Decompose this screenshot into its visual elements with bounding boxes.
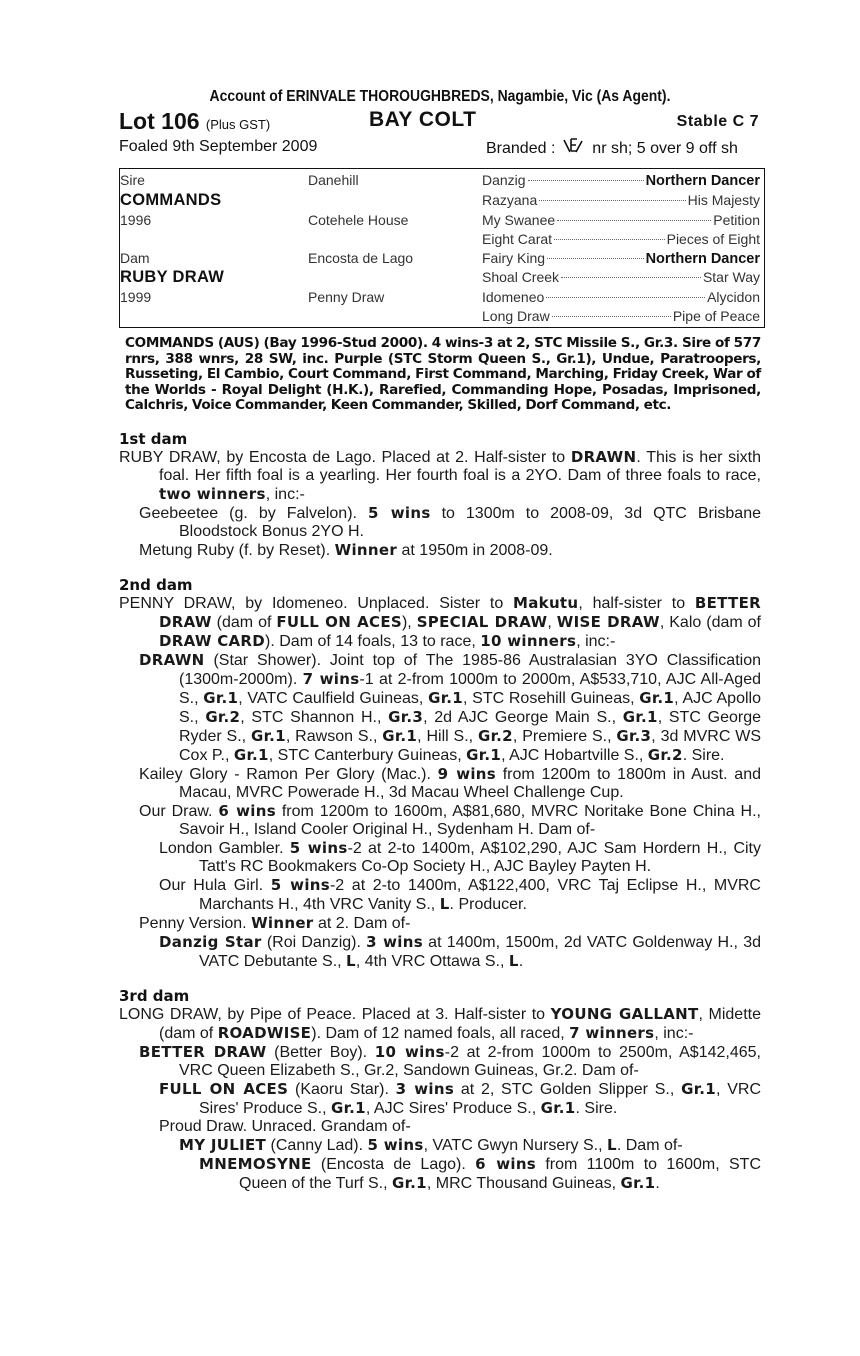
highlight-text: 10 wins	[374, 1042, 445, 1061]
progeny-entry	[119, 448, 761, 504]
entry-text: Kailey Glory - Ramon Per Glory (Mac.).	[139, 765, 438, 783]
highlight-text: SPECIAL DRAW	[416, 612, 548, 631]
stable-number: Stable C 7	[676, 113, 759, 130]
dam-year: 1999	[120, 289, 152, 305]
entry-text: , Premiere S.,	[512, 727, 617, 745]
entry-text: to 1300m to 2008-09, 3d QTC Brisbane Bloodstock Bonus 2YO H.	[179, 504, 761, 540]
highlight-text: L	[508, 951, 519, 970]
ancestor-row	[482, 212, 760, 228]
entry-text: , AJC Apollo S.,	[179, 689, 761, 726]
entry-text: .	[518, 952, 524, 970]
highlight-text: Gr.1	[639, 688, 675, 707]
entry-text: , 2d AJC George Main S.,	[423, 708, 623, 726]
ancestor-sire: Alycidon	[707, 289, 760, 305]
highlight-text: 6 wins	[475, 1154, 537, 1173]
entry-text: , STC Canterbury Guineas,	[268, 746, 467, 764]
lot-number	[119, 108, 270, 135]
entry-text: at 1400m, 1500m, 2d VATC Goldenway H., 3d VATC Debutante S.,	[199, 933, 761, 970]
dot-leader	[554, 239, 665, 240]
highlight-text: two winners	[159, 484, 266, 503]
sire-sire: Danehill	[308, 172, 359, 188]
ancestor-row	[482, 231, 760, 247]
highlight-text: 9 wins	[437, 764, 497, 783]
ancestor-row	[482, 269, 760, 285]
ancestor-row	[482, 289, 760, 305]
progeny-entry	[119, 765, 761, 802]
progeny-entry	[119, 594, 761, 651]
highlight-text: Gr.2	[647, 745, 683, 764]
gst-note: (Plus GST)	[205, 117, 271, 132]
entry-text: RUBY DRAW, by Encosta de Lago. Placed at 2. Half-sister to	[119, 448, 571, 466]
lot-label: Lot 106	[119, 108, 200, 134]
ancestor-name: Danzig	[482, 172, 526, 188]
entry-text: , AJC Hobartville S.,	[501, 746, 648, 764]
progeny-entry	[119, 1005, 761, 1043]
progeny-entry	[119, 1118, 761, 1136]
dot-leader	[557, 220, 711, 221]
ancestor-row	[482, 250, 760, 267]
highlight-text: Winner	[334, 540, 398, 559]
foaled-line	[119, 138, 761, 162]
ancestor-row	[482, 192, 760, 208]
entry-text: at 2, STC Golden Slipper S.,	[454, 1080, 682, 1098]
entry-text: at 1950m in 2008-09.	[397, 541, 553, 559]
entry-text: (Canny Lad).	[266, 1136, 368, 1154]
entry-text: -2 at 2-to 1400m, A$122,400, VRC Taj Eclipse H., MVRC Marchants H., 4th VRC Vanity S.,	[199, 876, 761, 913]
entry-text: , Midette (dam of	[159, 1005, 761, 1042]
highlight-text: Gr.1	[681, 1079, 716, 1098]
ancestor-name: Idomeneo	[482, 289, 545, 305]
first-dam-heading: 1st dam	[119, 429, 188, 448]
entry-text: . Sire.	[575, 1099, 618, 1117]
entry-text: -2 at 2-to 1400m, A$102,290, AJC Sam Hordern H., City Tatt's RC Bookmakers Co-Op Society H., AJC Bayley Payten H.	[199, 839, 761, 875]
entry-text: , 3d MVRC WS Cox P.,	[179, 727, 761, 764]
highlight-text: 5 wins	[367, 503, 431, 522]
entry-text: Our Hula Girl.	[159, 876, 271, 894]
entry-text: from 1100m to 1600m, STC Queen of the Turf S.,	[239, 1155, 762, 1192]
highlight-text: Danzig Star	[159, 932, 262, 951]
entry-text: , STC Shannon H.,	[240, 708, 389, 726]
progeny-entry	[119, 1155, 761, 1193]
ancestor-sire: Pipe of Peace	[672, 308, 760, 324]
highlight-text: 3 wins	[395, 1079, 455, 1098]
highlight-text: 5 wins	[270, 875, 330, 894]
entry-text: Penny Version.	[139, 914, 252, 932]
entry-text: ). Dam of 12 named foals, all raced,	[311, 1024, 570, 1042]
highlight-text: DRAW CARD	[159, 631, 266, 650]
third-dam-heading: 3rd dam	[119, 986, 190, 1005]
highlight-text: 5 wins	[289, 838, 348, 857]
entry-text: from 1200m to 1600m, A$81,680, MVRC Noritake Bone China H., Savoir H., Island Cooler Original H., Sydenham H. Dam of-	[179, 802, 761, 838]
highlight-text: FULL ON ACES	[159, 1079, 289, 1098]
ancestor-sire: Northern Dancer	[645, 251, 760, 267]
third-dam-section	[119, 1005, 761, 1193]
ancestor-name: Shoal Creek	[482, 269, 560, 285]
dot-leader	[528, 180, 644, 181]
entry-text: Proud Draw. Unraced. Grandam of-	[159, 1117, 411, 1135]
ancestor-sire: Petition	[713, 212, 760, 228]
highlight-text: BETTER DRAW	[159, 593, 761, 631]
catalogue-page	[119, 88, 761, 1193]
highlight-text: Winner	[251, 913, 314, 932]
dam-label: Dam	[120, 250, 150, 266]
entry-text: (Kaoru Star).	[288, 1080, 396, 1098]
entry-text: (dam of	[211, 613, 277, 631]
entry-text: , 4th VRC Ottawa S.,	[355, 952, 509, 970]
entry-text: , Hill S.,	[417, 727, 478, 745]
sire-dam: Cotehele House	[308, 212, 409, 228]
highlight-text: L	[346, 951, 356, 970]
highlight-text: Makutu	[513, 593, 579, 612]
progeny-entry	[119, 839, 761, 876]
progeny-entry	[119, 914, 761, 933]
entry-text: ),	[401, 613, 417, 631]
entry-text: at 2. Dam of-	[313, 914, 411, 932]
entry-text: . Dam of-	[616, 1136, 683, 1154]
highlight-text: Gr.1	[466, 745, 502, 764]
entry-text: Our Draw.	[139, 802, 219, 820]
highlight-text: Gr.1	[250, 726, 286, 745]
brand-text: nr sh; 5 over 9 off sh	[592, 140, 738, 157]
highlight-text: YOUNG GALLANT	[550, 1004, 699, 1023]
first-dam-section	[119, 448, 761, 560]
highlight-text: 3 wins	[366, 932, 423, 951]
highlight-text: MY JULIET	[179, 1135, 267, 1154]
highlight-text: BETTER DRAW	[139, 1042, 267, 1061]
entry-text: , STC Rosehill Guineas,	[463, 689, 640, 707]
highlight-text: Gr.2	[477, 726, 513, 745]
highlight-text: MNEMOSYNE	[199, 1154, 312, 1173]
progeny-entry	[119, 802, 761, 839]
ancestor-sire: His Majesty	[687, 192, 760, 208]
entry-text: , inc:-	[576, 632, 616, 650]
progeny-entry	[119, 504, 761, 541]
ancestor-sire: Star Way	[702, 269, 760, 285]
highlight-text: 7 winners	[569, 1023, 655, 1042]
highlight-text: Gr.1	[622, 707, 658, 726]
highlight-text: WISE DRAW	[556, 612, 660, 631]
branded-label: Branded :	[486, 140, 556, 157]
ancestor-name: My Swanee	[482, 212, 556, 228]
highlight-text: Gr.1	[382, 726, 418, 745]
dot-leader	[539, 200, 685, 201]
foaled-date: Foaled 9th September 2009	[119, 138, 318, 155]
brand-info	[486, 138, 738, 158]
brand-mark-icon	[562, 138, 586, 156]
entry-text: . Producer.	[449, 895, 527, 913]
highlight-text: ROADWISE	[217, 1023, 312, 1042]
entry-text: , Rawson S.,	[285, 727, 383, 745]
entry-text: Geebeetee (g. by Falvelon).	[139, 504, 368, 522]
entry-text: Metung Ruby (f. by Reset).	[139, 541, 335, 559]
entry-text: -1 at 2-from 1000m to 2000m, A$533,710, AJC All-Aged S.,	[179, 670, 762, 707]
entry-text: , VATC Gwyn Nursery S.,	[423, 1136, 607, 1154]
ancestor-row	[482, 308, 760, 324]
entry-text: , half-sister to	[578, 594, 695, 612]
highlight-text: 10 winners	[480, 631, 577, 650]
progeny-entry	[119, 651, 761, 765]
highlight-text: Gr.2	[205, 707, 241, 726]
highlight-text: DRAWN	[570, 447, 637, 466]
highlight-text: Gr.1	[428, 688, 463, 707]
entry-text: , inc:-	[265, 485, 305, 503]
dot-leader	[561, 277, 701, 278]
highlight-text: FULL ON ACES	[276, 612, 402, 631]
entry-text: ). Dam of 14 foals, 13 to race,	[265, 632, 481, 650]
highlight-text: Gr.1	[233, 745, 269, 764]
entry-text: (Roi Danzig).	[261, 933, 367, 951]
ancestor-row	[482, 172, 760, 189]
ancestor-name: Razyana	[482, 192, 538, 208]
highlight-text: 5 wins	[367, 1135, 424, 1154]
highlight-text: Gr.1	[331, 1098, 366, 1117]
ancestor-name: Fairy King	[482, 250, 546, 266]
sire-name: COMMANDS	[120, 191, 222, 209]
dam-name: RUBY DRAW	[120, 268, 225, 286]
second-dam-section	[119, 594, 761, 971]
highlight-text: 6 wins	[218, 801, 276, 820]
highlight-text: DRAWN	[139, 650, 205, 669]
entry-text: , STC George Ryder S.,	[179, 708, 761, 745]
sire-summary: COMMANDS (AUS) (Bay 1996-Stud 2000). 4 wins-3 at 2, STC Missile S., Gr.3. Sire of 577 rnrs, 388 wnrs, 28 SW, inc. Purple (STC Storm Queen S., Gr.1), Undue, Paratroopers, Russeting, El Cambio, Court Command, First Command, Marching, Friday Creek, War of the Worlds - Royal Delight (H.K.), Rarefied, Commanding Hope, Posadas, Imprisoned, Calchris, Voice Commander, Keen Commander, Skilled, Dorf Command, etc.	[125, 335, 761, 413]
ancestor-name: Long Draw	[482, 308, 550, 324]
pedigree-table	[119, 168, 765, 328]
progeny-entry	[119, 1080, 761, 1118]
highlight-text: L	[439, 894, 450, 913]
entry-text: from 1200m to 1800m in Aust. and Macau, MVRC Powerade H., 3d Macau Wheel Challenge Cup.	[179, 765, 761, 801]
ancestor-sire: Northern Dancer	[645, 173, 760, 189]
progeny-entry	[119, 876, 761, 914]
progeny-entry	[119, 933, 761, 971]
second-dam-heading: 2nd dam	[119, 575, 193, 594]
entry-text: ,	[547, 613, 557, 631]
dot-leader	[546, 297, 705, 298]
entry-text: , AJC Sires' Produce S.,	[365, 1099, 541, 1117]
sire-year: 1996	[120, 212, 152, 228]
vendor-account: Account of ERINVALE THOROUGHBREDS, Nagambie, Vic (As Agent).	[209, 88, 671, 105]
ancestor-sire: Pieces of Eight	[666, 231, 760, 247]
progeny-entry	[119, 541, 761, 560]
sire-label: Sire	[120, 172, 145, 188]
entry-text: , Kalo (dam of	[659, 613, 761, 631]
highlight-text: L	[607, 1135, 617, 1154]
entry-text: -2 at 2-from 1000m to 2500m, A$142,465, VRC Queen Elizabeth S., Gr.2, Sandown Guineas, Gr.2. Dam of-	[179, 1043, 761, 1079]
highlight-text: Gr.1	[203, 688, 239, 707]
lot-header	[119, 108, 761, 136]
entry-text: (Better Boy).	[266, 1043, 375, 1061]
progeny-entry	[119, 1043, 761, 1080]
dam-dam: Penny Draw	[308, 289, 385, 305]
entry-text: LONG DRAW, by Pipe of Peace. Placed at 3. Half-sister to	[119, 1005, 551, 1023]
progeny-entry	[119, 1136, 761, 1155]
entry-text: .	[655, 1174, 660, 1192]
highlight-text: Gr.3	[616, 726, 652, 745]
ancestor-name: Eight Carat	[482, 231, 553, 247]
highlight-text: Gr.3	[388, 707, 424, 726]
dot-leader	[547, 258, 644, 259]
entry-text: London Gambler.	[159, 839, 290, 857]
dot-leader	[552, 316, 671, 317]
entry-text: . Sire.	[682, 746, 725, 764]
horse-description: BAY COLT	[369, 108, 477, 131]
entry-text: , VRC Sires' Produce S.,	[199, 1080, 761, 1117]
highlight-text: Gr.1	[620, 1173, 656, 1192]
entry-text: , inc:-	[654, 1024, 694, 1042]
entry-text: , MRC Thousand Guineas,	[426, 1174, 621, 1192]
dam-sire: Encosta de Lago	[308, 250, 414, 266]
highlight-text: Gr.1	[391, 1173, 427, 1192]
entry-text: (Encosta de Lago).	[311, 1155, 476, 1173]
highlight-text: 7 wins	[302, 669, 360, 688]
entry-text: . This is her sixth foal. Her fifth foal is a yearling. Her fourth foal is a 2YO. Dam of three foals to race,	[159, 448, 761, 484]
highlight-text: Gr.1	[540, 1098, 576, 1117]
entry-text: PENNY DRAW, by Idomeneo. Unplaced. Sister to	[119, 594, 514, 612]
entry-text: , VATC Caulfield Guineas,	[238, 689, 429, 707]
entry-text: (Star Shower). Joint top of The 1985-86 Australasian 3YO Classification (1300m-2000m).	[179, 651, 761, 688]
